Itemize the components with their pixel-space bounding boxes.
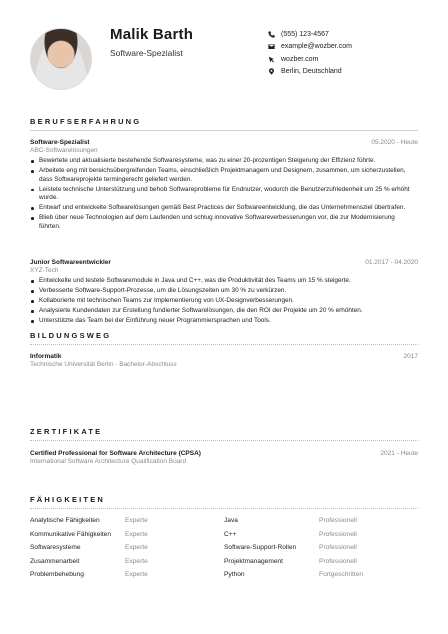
section-divider [30, 344, 418, 345]
contact-website-text: wozber.com [281, 55, 319, 63]
section-title-education: BILDUNGSWEG [30, 331, 112, 340]
list-item: Bewertete und aktualisierte bestehende Softwaresysteme, was zu einer 20-prozentigen Steigerung der Effizienz führte. [30, 157, 418, 166]
section-divider [30, 130, 418, 131]
resume-header [0, 0, 448, 100]
skill-name: Analytische Fähigkeiten [30, 517, 100, 524]
skill-level: Fortgeschritten [319, 571, 364, 578]
job-title: Junior Softwareentwickler [30, 259, 111, 266]
mail-icon [268, 43, 275, 50]
contact-email-text: example@wozber.com [281, 43, 352, 51]
certificate-issuer: International Software Architecture Qualification Board [30, 458, 187, 465]
section-title-experience: BERUFSERFAHRUNG [30, 117, 142, 126]
skill-name: Python [224, 571, 245, 578]
list-item: Kollaborierte mit technischen Teams zur Implementierung von UX-Designverbesserungen. [30, 297, 418, 306]
job-date: 05.2020 - Heute [371, 139, 418, 146]
contact-location [268, 66, 352, 79]
skill-row [30, 544, 418, 558]
job-date: 01.2017 - 04.2020 [365, 259, 418, 266]
job-company: XYZ-Tech [30, 267, 59, 274]
skill-name: Problembehebung [30, 571, 84, 578]
avatar [30, 28, 92, 90]
list-item: Verbesserte Software-Support-Prozesse, um die Lösungszeiten um 30 % zu verkürzen. [30, 287, 418, 296]
list-item: Blieb über neue Technologien auf dem Laufenden und schlug innovative Softwareverbesserungen vor, die zur Modernisierung führten. [30, 214, 418, 231]
list-item: Arbeitete eng mit bereichsübergreifenden Teams, einschließlich Projektmanagern und Designern, zusammen, um sicherzustellen, dass Softwareprojekte termingerecht geliefert werden. [30, 167, 418, 184]
phone-icon [268, 31, 275, 38]
skill-name: Softwaresysteme [30, 544, 81, 551]
list-item: Unterstützte das Team bei der Einführung neuer Programmiersprachen und Tools. [30, 317, 418, 326]
skill-row [30, 558, 418, 572]
skill-name: Java [224, 517, 238, 524]
skill-name: C++ [224, 530, 237, 538]
experience-entry [30, 139, 418, 233]
contact-phone [268, 28, 352, 41]
contact-list [268, 28, 352, 78]
skill-level: Experte [125, 530, 148, 538]
skill-name: Software-Support-Rollen [224, 544, 297, 551]
job-bullets [30, 277, 418, 326]
experience-entry [30, 259, 418, 327]
skill-level: Experte [125, 544, 148, 551]
skill-name: Zusammenarbeit [30, 557, 80, 565]
section-title-skills: FÄHIGKEITEN [30, 495, 106, 504]
skill-level: Professionell [319, 517, 357, 524]
list-item: Analysierte Kundendaten zur Erstellung fundierter Softwarelösungen, die den ROI der Projekte um 20 % erhöhten. [30, 307, 418, 316]
section-title-certificates: ZERTIFIKATE [30, 427, 103, 436]
skill-row [30, 517, 418, 531]
contact-email[interactable] [268, 41, 352, 54]
certificate-name: Certified Professional for Software Architecture (CPSA) [30, 450, 201, 457]
job-company: ABC-Softwarelösungen [30, 147, 98, 154]
certificate-entry [30, 450, 418, 465]
skill-row [30, 571, 418, 585]
contact-location-text: Berlin, Deutschland [281, 68, 342, 76]
certificate-date: 2021 - Heute [380, 450, 418, 457]
education-school: Technische Universität Berlin - Bachelor-Abschluss [30, 361, 177, 368]
section-divider [30, 440, 418, 441]
skill-level: Experte [125, 557, 148, 565]
list-item: Leistete technische Unterstützung und behob Softwareprobleme für Endnutzer, wodurch die Benutzerzufriedenheit um 25 % erhöht wurde. [30, 186, 418, 203]
education-entry [30, 353, 418, 368]
skill-level: Professionell [319, 530, 357, 538]
skill-row [30, 531, 418, 545]
candidate-role: Software-Spezialist [110, 48, 183, 58]
skill-level: Professionell [319, 557, 357, 565]
skill-level: Experte [125, 517, 148, 524]
contact-website[interactable] [268, 53, 352, 66]
skill-level: Experte [125, 571, 148, 578]
skill-name: Projektmanagement [224, 557, 284, 565]
job-title: Software-Spezialist [30, 139, 90, 146]
skills-grid [30, 517, 418, 585]
contact-phone-text: (555) 123-4567 [281, 30, 329, 38]
job-bullets [30, 157, 418, 231]
skill-level: Professionell [319, 544, 357, 551]
location-pin-icon [268, 68, 275, 75]
section-divider [30, 508, 418, 509]
list-item: Entwarf und entwickelte Softwarelösungen gemäß Best Practices der Softwareentwicklung, die das Unternehmensziel übertrafen. [30, 204, 418, 213]
education-date: 2017 [403, 353, 418, 360]
degree-title: Informatik [30, 353, 62, 360]
cursor-icon [268, 56, 275, 63]
candidate-name: Malik Barth [110, 26, 194, 43]
skill-name: Kommunikative Fähigkeiten [30, 530, 111, 538]
list-item: Entwickelte und testete Softwaremodule in Java und C++, was die Produktivität des Teams um 15 % steigerte. [30, 277, 418, 286]
